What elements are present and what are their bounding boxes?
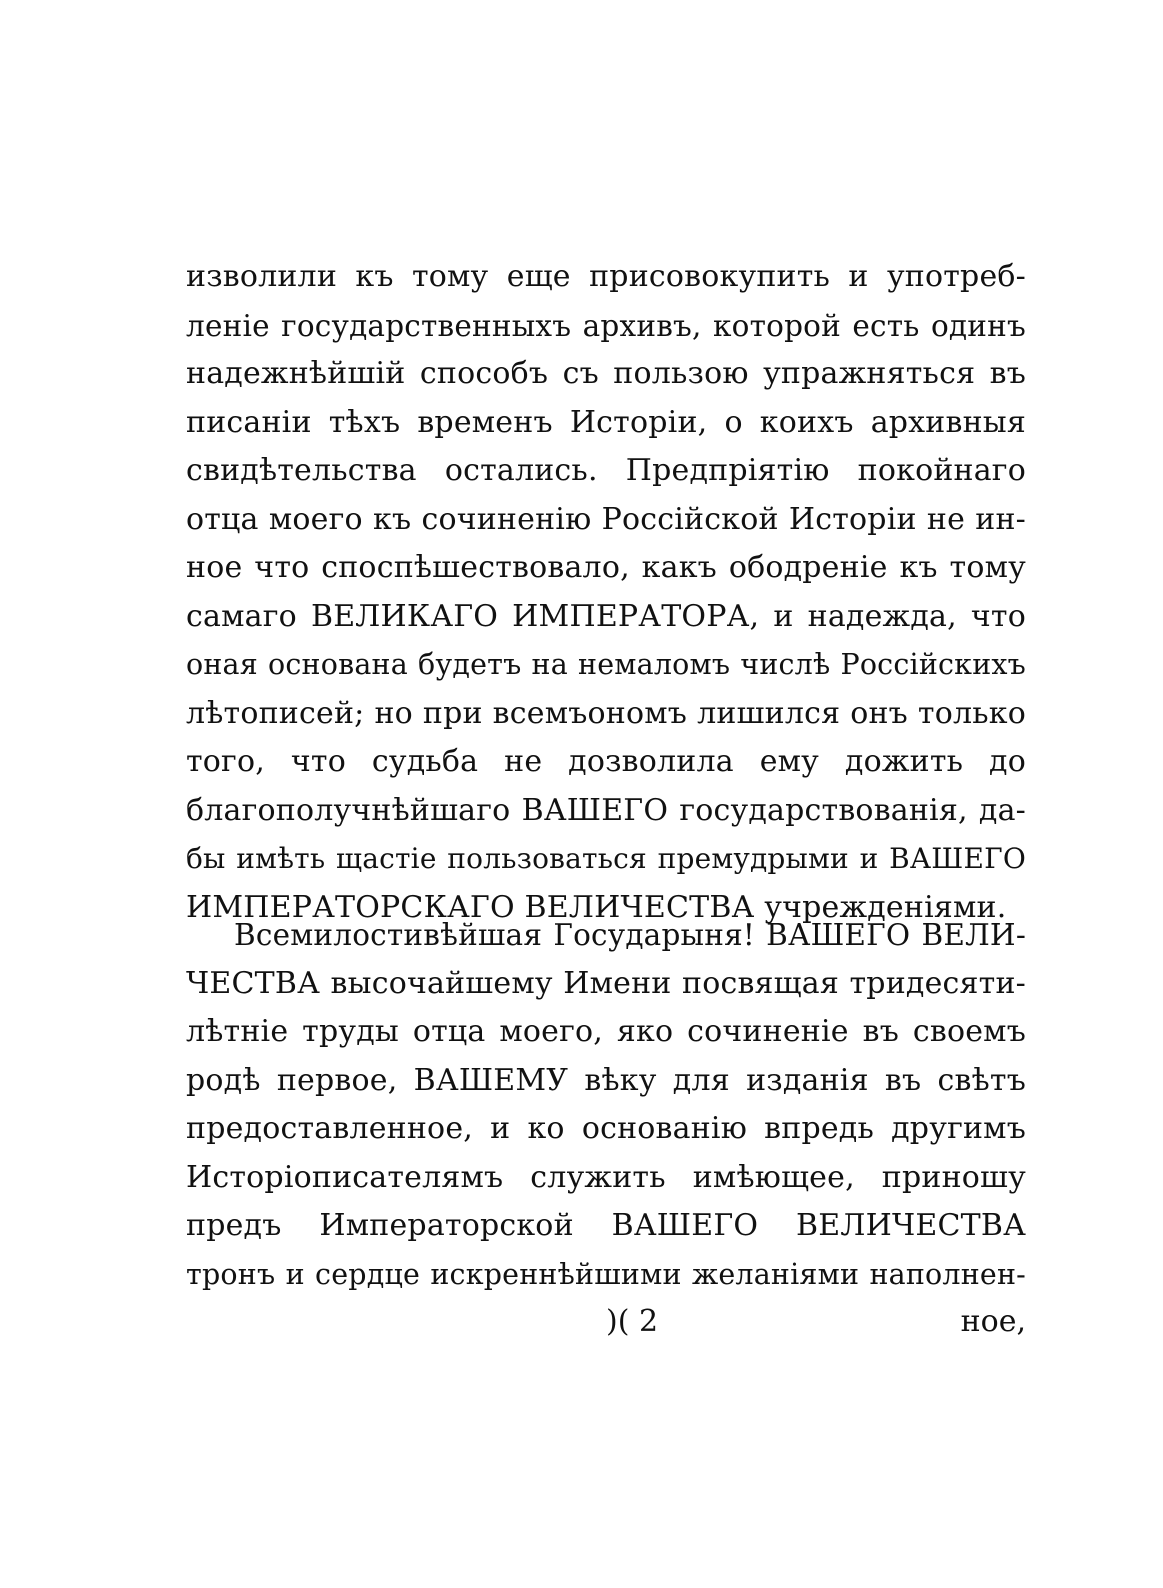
text-line: надежнѣйшiй способъ съ пользою упражняться въ [186, 356, 1026, 391]
text-line: ленiе государственныхъ архивъ, которой есть одинъ [186, 308, 1026, 343]
text-line: Исторiописателямъ служить имѣющее, приношу [186, 1159, 1026, 1195]
text-line: изволили къ тому еще присовокупить и употреб- [186, 259, 1026, 294]
paragraph-1 [186, 253, 1026, 932]
text-line: предъ Императорской ВАШЕГО ВЕЛИЧЕСТВА [186, 1208, 1026, 1243]
text-line: благополучнѣйшаго ВАШЕГО государствованiя, да- [186, 792, 1026, 828]
signature-mark: )( 2 [606, 1304, 659, 1339]
text-line: писанiи тѣхъ временъ Исторiи, о коихъ архивныя [186, 404, 1026, 440]
text-line: бы имѣть щастiе пользоваться премудрыми и ВАШЕГО [186, 842, 1026, 875]
text-line: отца моего къ сочиненiю Россiйской Исторiи не ин- [186, 501, 1026, 537]
text-line: родѣ первое, ВАШЕМУ вѣку для изданiя въ свѣтъ [186, 1062, 1026, 1098]
text-line: самаго ВЕЛИКАГО ИМПЕРАТОРА, и надежда, что [186, 598, 1026, 634]
text-line: ИМПЕРАТОРСКАГО ВЕЛИЧЕСТВА учрежденiями. [186, 889, 1007, 925]
paragraph-2 [186, 911, 1026, 1299]
text-line: лѣтнiе труды отца моего, яко сочиненiе въ своемъ [186, 1014, 1026, 1049]
catchword: ное, [960, 1304, 1026, 1339]
text-line: Всемилостивѣйшая Государыня! ВАШЕГО ВЕЛИ- [234, 918, 1026, 952]
text-line: предоставленное, и ко основанiю впредь другимъ [186, 1111, 1026, 1146]
text-line: ЧЕСТВА высочайшему Имени посвящая тридесяти- [186, 965, 1026, 1001]
text-line: лѣтописей; но при всемъономъ лишился онъ только [186, 695, 1026, 731]
page-footer [186, 1298, 1026, 1346]
text-line: свидѣтельства остались. Предпрiятiю покойнаго [186, 453, 1026, 488]
text-line: оная основана будетъ на немаломъ числѣ Россiйскихъ [186, 648, 1026, 681]
text-line: ное что споспѣшествовало, какъ ободренiе къ тому [186, 550, 1026, 585]
text-line: тронъ и сердце искреннѣйшими желанiями наполнен- [186, 1257, 1026, 1291]
text-line: того, что судьба не дозволила ему дожить до [186, 744, 1026, 779]
